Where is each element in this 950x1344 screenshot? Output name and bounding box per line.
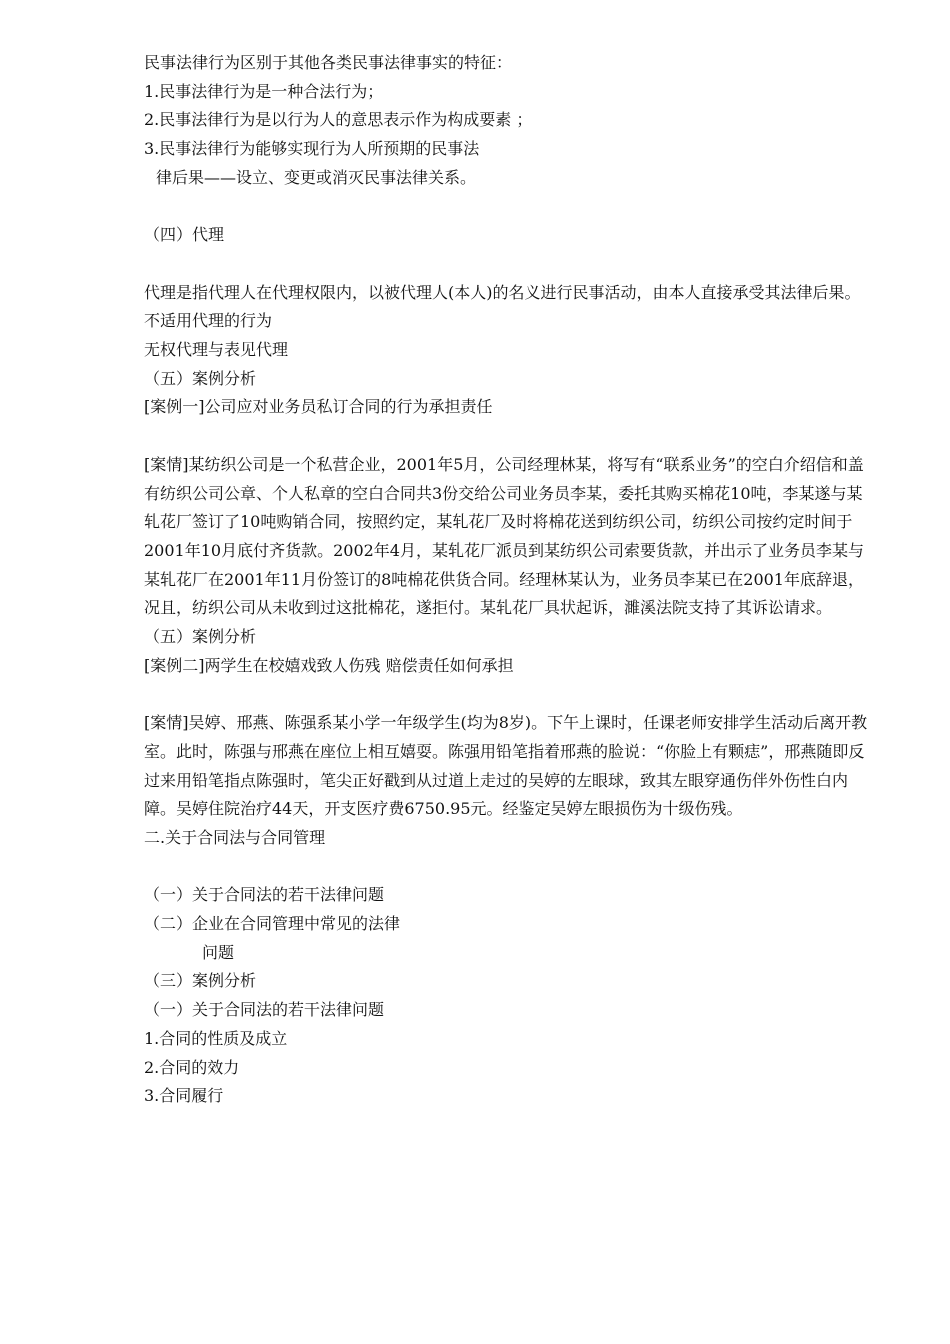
spacer (144, 193, 874, 222)
text-line: 不适用代理的行为 (144, 311, 273, 331)
outline-item: （一）关于合同法的若干法律问题 (144, 1000, 385, 1020)
list-item: 1.合同的性质及成立 (144, 1028, 288, 1048)
list-item: 2.合同的效力 (144, 1057, 240, 1077)
spacer (144, 422, 874, 451)
text-line: 2.民事法律行为是以行为人的意思表示作为构成要素 ； (144, 110, 533, 130)
text-line: 1.民事法律行为是一种合法行为； (144, 81, 384, 101)
spacer (144, 853, 874, 882)
outline-item: （一）关于合同法的若干法律问题 (144, 885, 385, 905)
case-title: [案例一]公司应对业务员私订合同的行为承担责任 (144, 397, 493, 417)
spacer (144, 680, 874, 709)
list-item: 3.合同履行 (144, 1086, 224, 1106)
spacer (144, 250, 874, 279)
text-line: 律后果——设立、变更或消灭民事法律关系。 (156, 167, 477, 187)
text-line: 3.民事法律行为能够实现行为人所预期的民事法 (144, 139, 480, 159)
text-line: 无权代理与表见代理 (144, 340, 289, 359)
section-heading: （五）案例分析 (144, 368, 257, 388)
outline-item: （二）企业在合同管理中常见的法律 (144, 914, 401, 934)
case-title: [案例二]两学生在校嬉戏致人伤残 赔偿责任如何承担 (144, 655, 514, 675)
case-paragraph: [案情]某纺织公司是一个私营企业，2001年5月，公司经理林某，将写有“联系业务”的空白介绍信和盖有纺织公司公章、个人私章的空白合同共3份交给公司业务员李某，委托其购买棉花10吨，李某遂与某轧花厂签订了10吨购销合同，按照约定，某轧花厂及时将棉花送到纺织公司，纺织公司按约定时间于2001年10月底付齐货款。2002年4月，某轧花厂派员到某纺织公司索要货款，并出示了业务员李某与某轧花厂在2001年11月份签订的8吨棉花供货合同。经理林某认为，业务员李某已在2001年底辞退，况且，纺织公司从未收到过这批棉花，遂拒付。某轧花厂具状起诉，濉溪法院支持了其诉讼请求。 (144, 454, 864, 618)
text-line: 民事法律行为区别于其他各类民事法律事实的特征： (144, 53, 513, 72)
section-heading: （五）案例分析 (144, 627, 257, 647)
chapter-heading: 二.关于合同法与合同管理 (144, 827, 326, 847)
document-page (144, 49, 874, 1111)
section-heading: （四）代理 (144, 225, 225, 245)
paragraph: 代理是指代理人在代理权限内，以被代理人(本人)的名义进行民事活动，由本人直接承受其法律后果。 (144, 282, 861, 302)
outline-item: 问题 (202, 942, 235, 962)
outline-item: （三）案例分析 (144, 971, 257, 991)
case-paragraph: [案情]吴婷、邢燕、陈强系某小学一年级学生(均为8岁)。下午上课时，任课老师安排学生活动后离开教室。此时，陈强与邢燕在座位上相互嬉耍。陈强用铅笔指着邢燕的脸说：“你脸上有颗痣”，邢燕随即反过来用铅笔指点陈强时，笔尖正好戳到从过道上走过的吴婷的左眼球，致其左眼穿通伤伴外伤性白内障。吴婷住院治疗44天，开支医疗费6750.95元。经鉴定吴婷左眼损伤为十级伤残。 (144, 713, 868, 819)
